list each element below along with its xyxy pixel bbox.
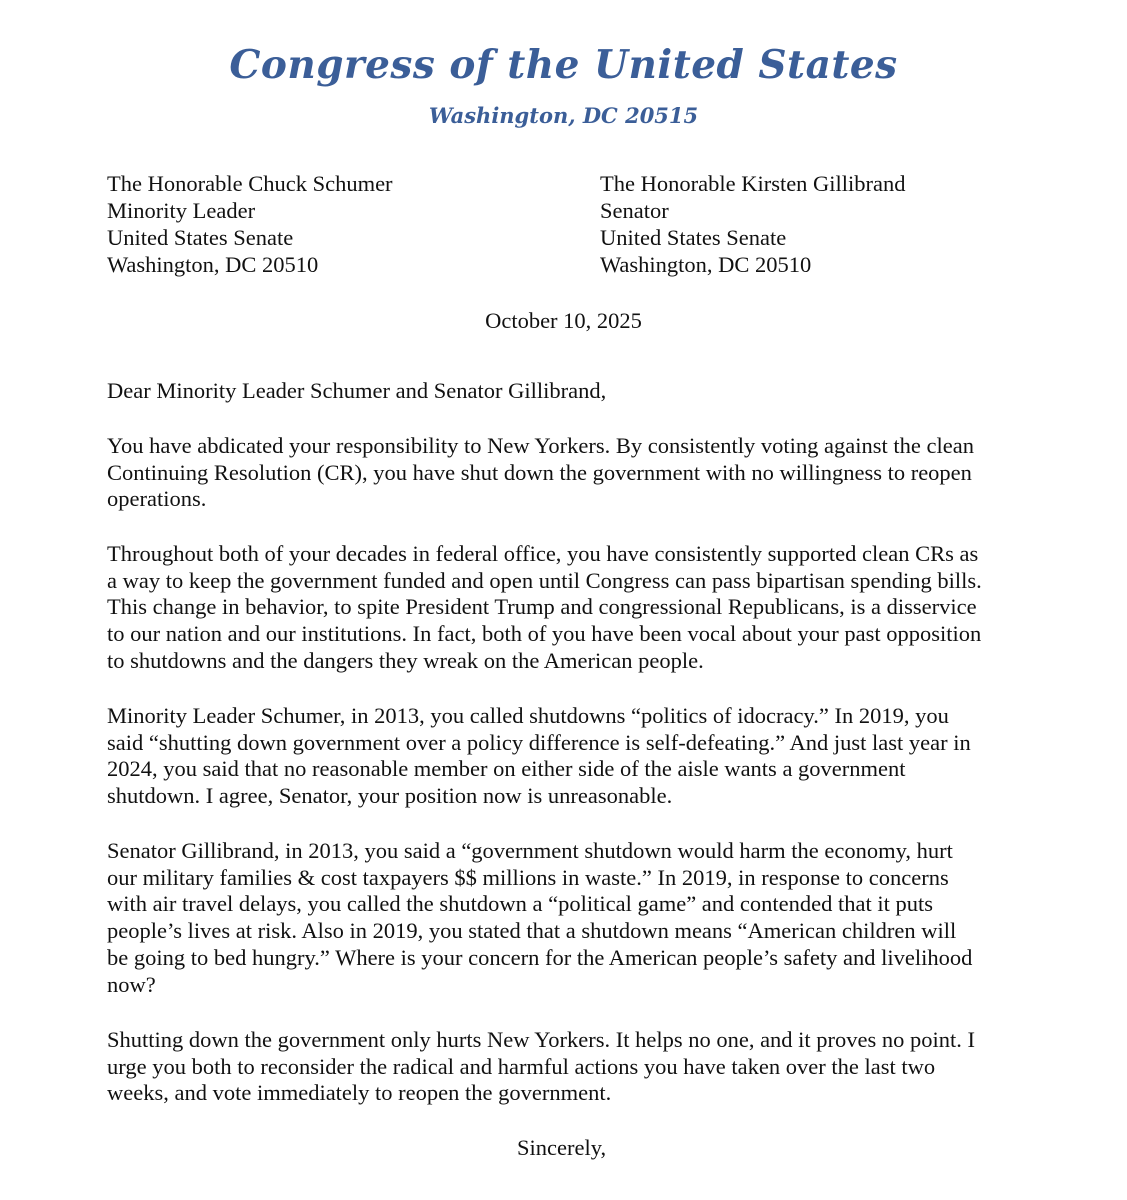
paragraph-3 <box>107 703 1022 810</box>
paragraph-line: with air travel delays, you called the shutdown a “political game” and contended that it puts <box>107 891 933 917</box>
paragraph-line: Shutting down the government only hurts New Yorkers. It helps no one, and it proves no point. I <box>107 1027 976 1052</box>
paragraph-line: to shutdowns and the dangers they wreak on the American people. <box>107 647 704 673</box>
recipient-address-gillibrand <box>600 170 906 278</box>
paragraph-line: shutdown. I agree, Senator, your position now is unreasonable. <box>107 783 673 809</box>
paragraph-line: be going to bed hungry.” Where is your concern for the American people’s safety and livelihood <box>107 944 973 970</box>
letterhead-city: Washington, DC 20515 <box>428 103 699 128</box>
paragraph-line: weeks, and vote immediately to reopen the government. <box>107 1080 612 1106</box>
recipient-name: The Honorable Chuck Schumer <box>107 171 393 196</box>
paragraph-2 <box>107 541 1022 675</box>
salutation: Dear Minority Leader Schumer and Senator Gillibrand, <box>107 378 607 403</box>
letter-date: October 10, 2025 <box>485 308 642 333</box>
paragraph-line: our military families & cost taxpayers $$ millions in waste.” In 2019, in response to concerns <box>107 864 949 890</box>
paragraph-line: said “shutting down government over a policy difference is self-defeating.” And just last year in <box>107 729 971 755</box>
paragraph-line: operations. <box>107 486 207 512</box>
paragraph-line: Continuing Resolution (CR), you have shut down the government with no willingness to reopen <box>107 459 972 485</box>
paragraph-line: This change in behavior, to spite President Trump and congressional Republicans, is a disservice <box>107 594 977 620</box>
recipient-name: The Honorable Kirsten Gillibrand <box>600 171 906 196</box>
paragraph-5 <box>107 1027 1022 1107</box>
paragraph-4 <box>107 838 1022 998</box>
closing: Sincerely, <box>517 1135 607 1160</box>
paragraph-line: Minority Leader Schumer, in 2013, you called shutdowns “politics of idocracy.” In 2019, you <box>107 703 949 728</box>
recipient-address-schumer <box>107 170 393 278</box>
paragraph-line: urge you both to reconsider the radical and harmful actions you have taken over the last two <box>107 1053 936 1079</box>
paragraph-line: to our nation and our institutions. In fact, both of you have been vocal about your past opposition <box>107 621 982 647</box>
paragraph-line: people’s lives at risk. Also in 2019, you stated that a shutdown means “American children will <box>107 918 957 944</box>
paragraph-line: Throughout both of your decades in federal office, you have consistently supported clean CRs as <box>107 541 979 566</box>
letterhead-title: Congress of the United States <box>229 42 898 88</box>
paragraph-line: Senator Gillibrand, in 2013, you said a “government shutdown would harm the economy, hurt <box>107 838 953 863</box>
paragraph-line: now? <box>107 971 156 997</box>
recipient-body: United States Senate <box>600 225 787 250</box>
paragraph-line: a way to keep the government funded and open until Congress can pass bipartisan spending bills. <box>107 567 982 593</box>
recipient-title: Senator <box>600 198 669 223</box>
paragraph-line: 2024, you said that no reasonable member on either side of the aisle wants a government <box>107 756 906 782</box>
recipient-city: Washington, DC 20510 <box>107 252 319 277</box>
paragraph-line: You have abdicated your responsibility to New Yorkers. By consistently voting against the clean <box>107 433 974 458</box>
recipient-body: United States Senate <box>107 225 294 250</box>
recipient-city: Washington, DC 20510 <box>600 252 812 277</box>
recipient-title: Minority Leader <box>107 198 256 223</box>
paragraph-1 <box>107 433 1022 513</box>
